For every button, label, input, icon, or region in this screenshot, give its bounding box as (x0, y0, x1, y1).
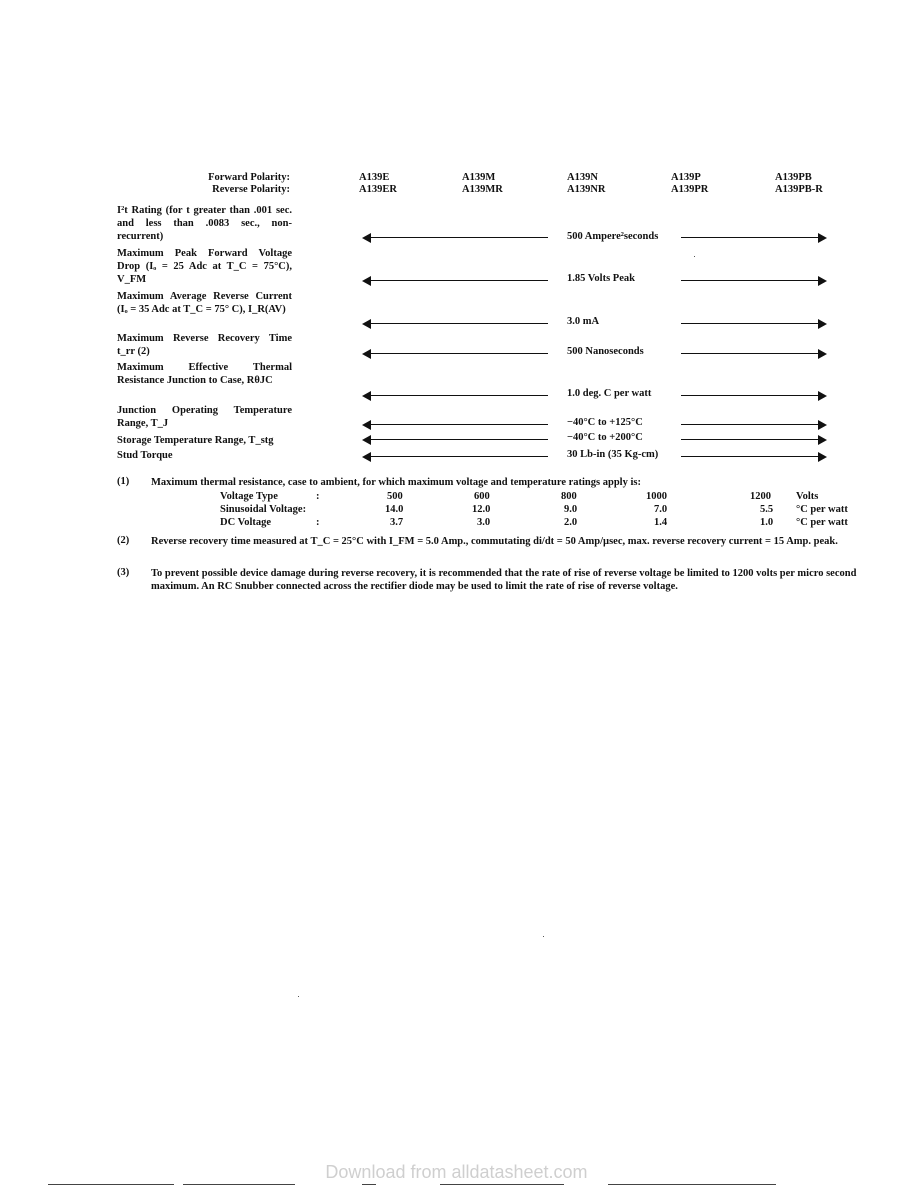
right-arrow (681, 276, 827, 286)
left-arrow (362, 420, 548, 430)
forward-part-1: A139E (359, 172, 390, 183)
rating-value-trr: 500 Nanoseconds (567, 346, 644, 357)
rating-value-torque: 30 Lb-in (35 Kg-cm) (567, 449, 659, 460)
table-cell: 12.0 (472, 504, 491, 515)
right-arrow (681, 452, 827, 462)
rating-value-vfm: 1.85 Volts Peak (567, 273, 635, 284)
rating-param-irav: Maximum Average Reverse Current (Iₒ = 35 Adc at T_C = 75° C), I_R(AV) (117, 291, 292, 315)
table-cell: 1.4 (654, 517, 668, 528)
note-3-text: To prevent possible device damage during reverse recovery, it is recommended that the rate of rise of reverse voltage be limited to 1200 volts per micro second maximum. An RC Snubber connected across the rectifier diode may be used to limit the rate of rise of reverse voltage. (151, 568, 857, 592)
table-cell: 3.7 (390, 517, 404, 528)
reverse-part-3: A139NR (567, 184, 606, 195)
rating-param-tj: Junction Operating Temperature Range, T_J (117, 405, 292, 429)
right-arrow (681, 391, 827, 401)
right-arrow (681, 349, 827, 359)
footer-rule (608, 1184, 776, 1185)
note-2-number: (2) (117, 535, 130, 546)
rating-value-i2t: 500 Ampere²seconds (567, 231, 659, 242)
table-cell: 1000 (646, 491, 667, 502)
scan-speck (543, 936, 544, 937)
right-arrow (681, 233, 827, 243)
table-cell: 5.5 (760, 504, 774, 515)
right-arrow (681, 420, 827, 430)
left-arrow (362, 349, 548, 359)
left-arrow (362, 452, 548, 462)
rating-param-i2t: I²t Rating (for t greater than .001 sec. and less than .0083 sec., non-recurrent) (117, 205, 292, 242)
reverse-part-5: A139PB-R (775, 184, 823, 195)
rating-param-vfm: Maximum Peak Forward Voltage Drop (Iₒ = 25 Adc at T_C = 75°C), V_FM (117, 248, 292, 285)
right-arrow (681, 319, 827, 329)
right-arrow (681, 435, 827, 445)
table-cell: 3.0 (477, 517, 491, 528)
table-label-voltage-type: Voltage Type (220, 491, 278, 502)
forward-part-3: A139N (567, 172, 598, 183)
reverse-part-4: A139PR (671, 184, 709, 195)
rating-param-torque: Stud Torque (117, 450, 173, 461)
reverse-part-2: A139MR (462, 184, 503, 195)
table-cell: 14.0 (385, 504, 404, 515)
scan-speck (298, 996, 299, 997)
table-cell: 600 (474, 491, 490, 502)
left-arrow (362, 435, 548, 445)
table-cell: 7.0 (654, 504, 668, 515)
note-1-text: Maximum thermal resistance, case to ambient, for which maximum voltage and temperature ratings apply is: (151, 477, 641, 488)
forward-polarity-label: Forward Polarity: (208, 172, 290, 183)
table-cell: 1.0 (760, 517, 774, 528)
reverse-part-1: A139ER (359, 184, 397, 195)
forward-part-2: A139M (462, 172, 496, 183)
table-cell: 9.0 (564, 504, 578, 515)
rating-param-trr: Maximum Reverse Recovery Time t_rr (2) (117, 333, 292, 357)
table-unit: °C per watt (796, 517, 848, 528)
note-3-number: (3) (117, 567, 130, 578)
footer-watermark: Download from alldatasheet.com (325, 1162, 588, 1182)
rating-value-tstg: −40°C to +200°C (567, 432, 643, 443)
table-sep: : (316, 491, 320, 502)
forward-part-4: A139P (671, 172, 701, 183)
table-sep: : (316, 517, 320, 528)
table-unit: Volts (796, 491, 819, 502)
table-cell: 500 (387, 491, 403, 502)
table-label-sinusoidal: Sinusoidal Voltage: (220, 504, 307, 515)
table-label-dc: DC Voltage (220, 517, 272, 528)
rating-param-rthjc: Maximum Effective Thermal Resistance Junction to Case, RθJC (117, 362, 292, 386)
rating-param-tstg: Storage Temperature Range, T_stg (117, 435, 274, 446)
table-cell: 1200 (750, 491, 771, 502)
footer-rule (362, 1184, 376, 1185)
left-arrow (362, 276, 548, 286)
scan-speck (694, 256, 695, 257)
rating-value-irav: 3.0 mA (567, 316, 600, 327)
footer-rule (440, 1184, 564, 1185)
rating-value-rthjc: 1.0 deg. C per watt (567, 388, 652, 399)
note-1-number: (1) (117, 476, 130, 487)
footer-rule (183, 1184, 295, 1185)
rating-value-tj: −40°C to +125°C (567, 417, 643, 428)
left-arrow (362, 319, 548, 329)
forward-part-5: A139PB (775, 172, 812, 183)
left-arrow (362, 233, 548, 243)
footer-rule (48, 1184, 174, 1185)
note-2-text: Reverse recovery time measured at T_C = 25°C with I_FM = 5.0 Amp., commutating di/dt = 50 Amp/µsec, max. reverse recovery current = 15 Amp. peak. (151, 536, 838, 547)
table-cell: 2.0 (564, 517, 578, 528)
reverse-polarity-label: Reverse Polarity: (212, 184, 290, 195)
table-cell: 800 (561, 491, 577, 502)
left-arrow (362, 391, 548, 401)
table-unit: °C per watt (796, 504, 848, 515)
